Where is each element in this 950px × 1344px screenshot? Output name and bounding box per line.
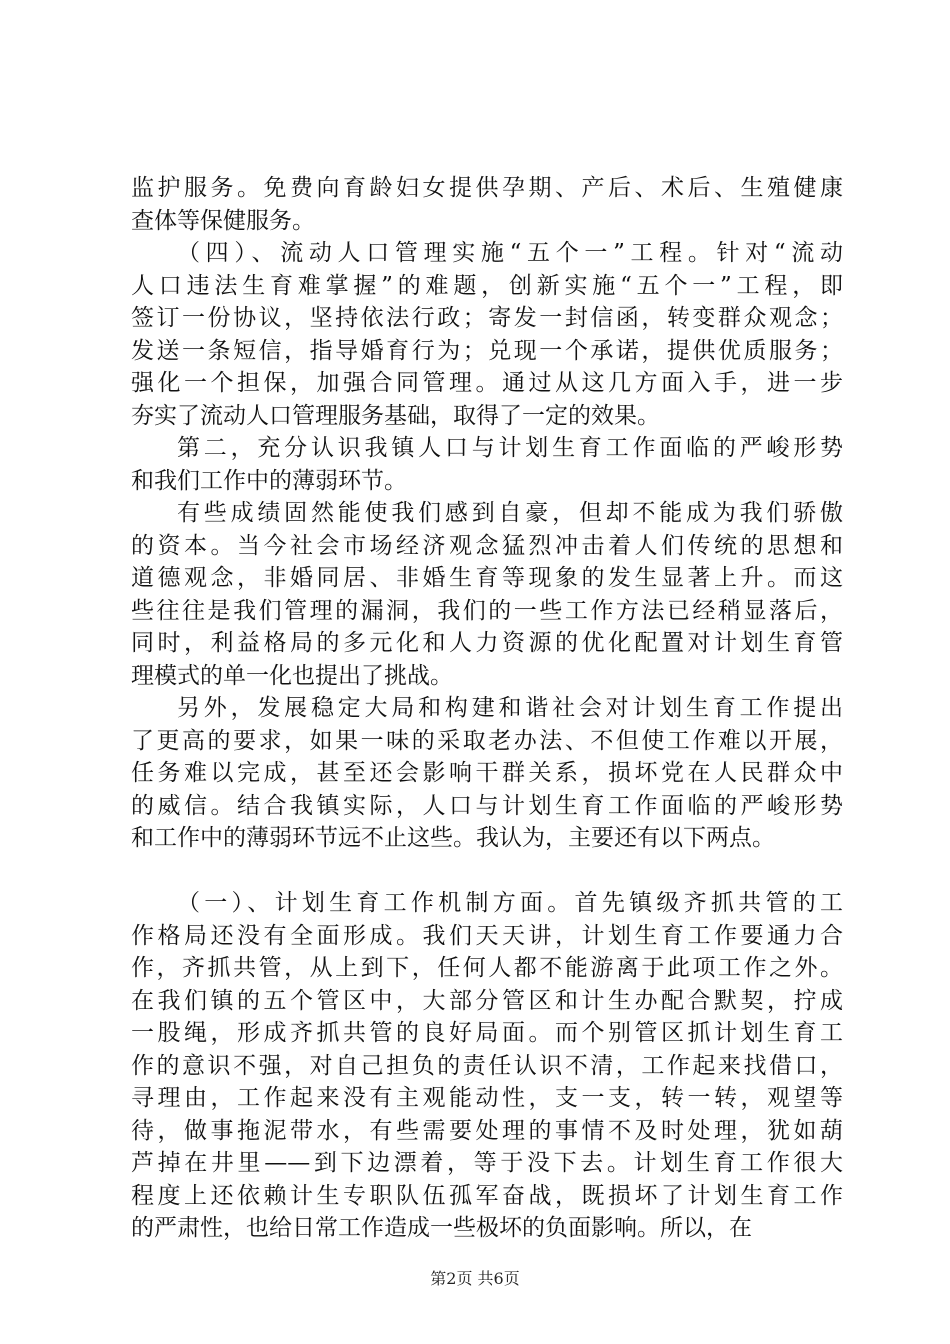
text-line: 作格局还没有全面形成。我们天天讲，计划生育工作要通力合 — [131, 922, 843, 949]
text-line: 有些成绩固然能使我们感到自豪，但却不能成为我们骄傲 — [177, 500, 843, 526]
text-line: 的严肃性，也给日常工作造成一些极坏的负面影响。所以，在 — [131, 1215, 752, 1241]
text-line: 道德观念，非婚同居、非婚生育等现象的发生显著上升。而这 — [131, 565, 843, 591]
text-line: 另外，发展稳定大局和构建和谐社会对计划生育工作提出 — [177, 695, 843, 721]
text-line: 夯实了流动人口管理服务基础，取得了一定的效果。 — [131, 402, 660, 429]
text-line: 和我们工作中的薄弱环节。 — [131, 467, 407, 494]
text-line: 寻理由，工作起来没有主观能动性，支一支，转一转，观望等 — [131, 1085, 843, 1111]
text-line: 查体等保健服务。 — [131, 207, 315, 234]
paragraph — [131, 172, 843, 237]
text-line: 和工作中的薄弱环节远不止这些。我认为，主要还有以下两点。 — [131, 825, 775, 851]
text-line: 待，做事拖泥带水，有些需要处理的事情不及时处理，犹如葫 — [131, 1117, 843, 1144]
paragraph-spacer — [131, 855, 843, 888]
text-line: 了更高的要求，如果一味的采取老办法、不但使工作难以开展， — [131, 727, 843, 754]
paragraph — [131, 692, 843, 855]
text-line: 监护服务。免费向育龄妇女提供孕期、产后、术后、生殖健康 — [131, 175, 843, 201]
text-line: （一）、计划生育工作机制方面。首先镇级齐抓共管的工 — [177, 890, 843, 916]
text-line: 签订一份协议，坚持依法行政；寄发一封信函，转变群众观念； — [131, 305, 843, 331]
text-line: 在我们镇的五个管区中，大部分管区和计生办配合默契，拧成 — [131, 987, 843, 1014]
text-line: 强化一个担保，加强合同管理。通过从这几方面入手，进一步 — [131, 370, 843, 396]
text-line: 程度上还依赖计生专职队伍孤军奋战，既损坏了计划生育工作 — [131, 1182, 843, 1209]
text-line: 的威信。结合我镇实际，人口与计划生育工作面临的严峻形势 — [131, 792, 843, 819]
text-line: 人口违法生育难掌握”的难题，创新实施“五个一”工程，即 — [131, 272, 843, 299]
document-body — [131, 172, 843, 1245]
paragraph — [131, 497, 843, 692]
text-line: 些往往是我们管理的漏洞，我们的一些工作方法已经稍显落后， — [131, 597, 843, 624]
text-line: （四）、流动人口管理实施“五个一”工程。针对“流动 — [177, 240, 843, 266]
paragraph — [131, 432, 843, 497]
text-line: 芦掉在井里——到下边漂着，等于没下去。计划生育工作很大 — [131, 1150, 843, 1176]
text-line: 的资本。当今社会市场经济观念猛烈冲击着人们传统的思想和 — [131, 532, 843, 559]
page-footer: 第2页 共6页 — [430, 1269, 520, 1288]
text-line: 发送一条短信，指导婚育行为；兑现一个承诺，提供优质服务； — [131, 337, 843, 364]
text-line: 同时，利益格局的多元化和人力资源的优化配置对计划生育管 — [131, 630, 843, 656]
text-line: 一股绳，形成齐抓共管的良好局面。而个别管区抓计划生育工 — [131, 1020, 843, 1046]
text-line: 理模式的单一化也提出了挑战。 — [131, 662, 453, 689]
paragraph — [131, 887, 843, 1245]
paragraph — [131, 237, 843, 432]
text-line: 作的意识不强，对自己担负的责任认识不清，工作起来找借口， — [131, 1052, 843, 1079]
text-line: 第二，充分认识我镇人口与计划生育工作面临的严峻形势 — [177, 435, 843, 461]
text-line: 任务难以完成，甚至还会影响干群关系，损坏党在人民群众中 — [131, 760, 843, 786]
text-line: 作，齐抓共管，从上到下，任何人都不能游离于此项工作之外。 — [131, 955, 843, 981]
